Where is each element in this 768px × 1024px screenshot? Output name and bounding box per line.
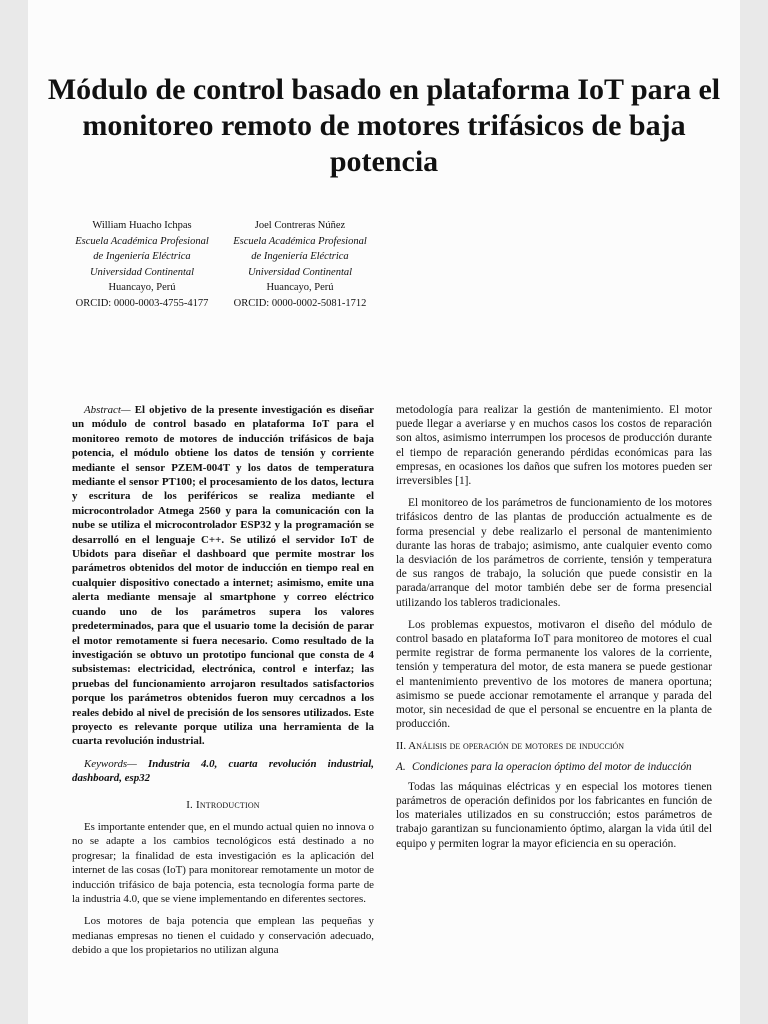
right-column bbox=[396, 403, 712, 851]
author-name: Joel Contreras Núñez bbox=[254, 220, 346, 231]
section-heading-analysis: II. Análisis de operación de motores de inducción bbox=[396, 740, 625, 753]
author-2 bbox=[200, 218, 400, 311]
author-department: de Ingeniería Eléctrica bbox=[251, 251, 349, 262]
abstract bbox=[72, 403, 374, 749]
author-school: Escuela Académica Profesional bbox=[75, 235, 209, 247]
right-paragraph-3: Los problemas expuestos, motivaron el diseño del módulo de control basado en plataforma IoT para monitoreo de motores el cual permite registrar de forma permanente los valores de la corriente, tensión y temperatura del motor, de esta manera se puede gestionar el mantenimiento preventivo de los motores de manera oportuna; asimismo se puede accionar remotamente el arranque y parada del motor, sin necesidad de que el personal se encuentre en la planta de producción. bbox=[396, 618, 712, 731]
abstract-lead: Abstract— bbox=[84, 404, 131, 416]
author-name: William Huacho Ichpas bbox=[92, 220, 192, 231]
right-paragraph-1: metodología para realizar la gestión de mantenimiento. El motor puede llegar a averiarse y en muchos casos los costos de reparación son altos, asimismo interrumpen los procesos de producción durante el tiempo de reparación generando pérdidas económicas para las empresas, en ocasiones los daños que sufren los motores pueden ser irreversibles [1]. bbox=[396, 404, 712, 488]
author-city: Huancayo, Perú bbox=[266, 282, 334, 293]
subsection-heading bbox=[396, 760, 712, 774]
author-university: Universidad Continental bbox=[89, 266, 195, 278]
author-university: Universidad Continental bbox=[247, 266, 353, 278]
author-school: Escuela Académica Profesional bbox=[233, 235, 367, 247]
intro-paragraph-2: Los motores de baja potencia que emplean las pequeñas y medianas empresas no tienen el cuidado y conservación adecuado, debido a que los propietarios no utilizan alguna bbox=[72, 915, 374, 957]
abstract-text: El objetivo de la presente investigación es diseñar un módulo de control basado en plataforma IoT para el monitoreo remoto de motores de inducción trifásicos de baja potencia, el módulo obtiene los datos de tensión y corriente mediante el sensor PZEM-004T y los datos de temperatura mediante el sensor PT100; el procesamiento de los datos, lectura y escritura de los periféricos se realiza mediante el microcontrolador Atmega 2560 y para la comunicación con la nube se utiliza el microcontrolador ESP32 y la programación se desarrolló en el lenguaje C++. Se utilizó el servidor IoT de Ubidots para diseñar el dashboard que permite mostrar los parámetros obtenidos del motor de inducción en tiempo real en cualquier dispositivo conectado a internet; asimismo, emite una alerta mediante mensaje al smartphone y correo eléctrico cuando uno de los parámetros supera los valores predeterminados, para que el usuario tome la decisión de parar el motor remotamente si fuera necesario. Como resultado de la investigación se obtuvo un prototipo funcional que consta de 4 subsistemas: electricidad, electrónica, control e interfaz; las pruebas del funcionamiento arrojaron resultados satisfactorios porque los parámetros obtenidos fueron muy cercadnos a los reales debido al nivel de precisión de los sensores utilizados. Este proyecto es relevante porque utiliza una herramienta de la cuarta revolución industrial. bbox=[72, 404, 374, 748]
keywords-text: Industria 4.0, cuarta revolución industrial, dashboard, esp32 bbox=[72, 757, 374, 785]
subsection-label: A. bbox=[396, 760, 406, 773]
right-paragraph-2: El monitoreo de los parámetros de funcionamiento de los motores trifásicos dentro de las plantas de producción actualmente es de forma presencial y debe realizarlo el personal de mantenimiento durante las horas de trabajo; asimismo, ante cualquier evento como la desviación de los parámetros de corriente, tensión y temperatura de sus rangos de trabajo, la solución que puede consistir en la parada/arranque del motor también debe ser de forma presencial utilizando los tableros tradicionales. bbox=[396, 497, 712, 609]
section-heading-introduction: I. Introduction bbox=[186, 798, 260, 811]
analysis-paragraph: Todas las máquinas eléctricas y en especial los motores tienen parámetros de operación definidos por los fabricantes en función de los materiales utilizados en su construcción; estos parámetros de trabajo garantizan su funcionamiento óptimo, alargan la vida útil del equipo y permiten lograr la mayor eficiencia en su operación. bbox=[396, 780, 712, 850]
left-column bbox=[72, 403, 374, 958]
author-orcid: ORCID: 0000-0003-4755-4177 bbox=[75, 297, 209, 309]
paper-title: Módulo de control basado en plataforma IoT para el monitoreo remoto de motores trifásicos de baja potencia bbox=[47, 73, 721, 178]
author-block bbox=[0, 218, 768, 308]
keywords-lead: Keywords— bbox=[84, 757, 137, 770]
author-orcid: ORCID: 0000-0002-5081-1712 bbox=[233, 297, 367, 309]
author-city: Huancayo, Perú bbox=[108, 282, 176, 293]
subsection-title: Condiciones para la operacion óptimo del motor de inducción bbox=[412, 760, 692, 773]
author-department: de Ingeniería Eléctrica bbox=[93, 251, 191, 262]
intro-paragraph-1: Es importante entender que, en el mundo actual quien no innova o no se adapte a los cambios tecnológicos está destinado a no progresar; la finalidad de esta investigación es la aplicación del internet de las cosas (IoT) para monitorear remotamente un motor de inducción trifásico de baja potencia, esta tecnología forma parte de la industria 4.0, que se viene implementando en diferentes sectores. bbox=[72, 820, 374, 905]
keywords bbox=[72, 757, 374, 786]
